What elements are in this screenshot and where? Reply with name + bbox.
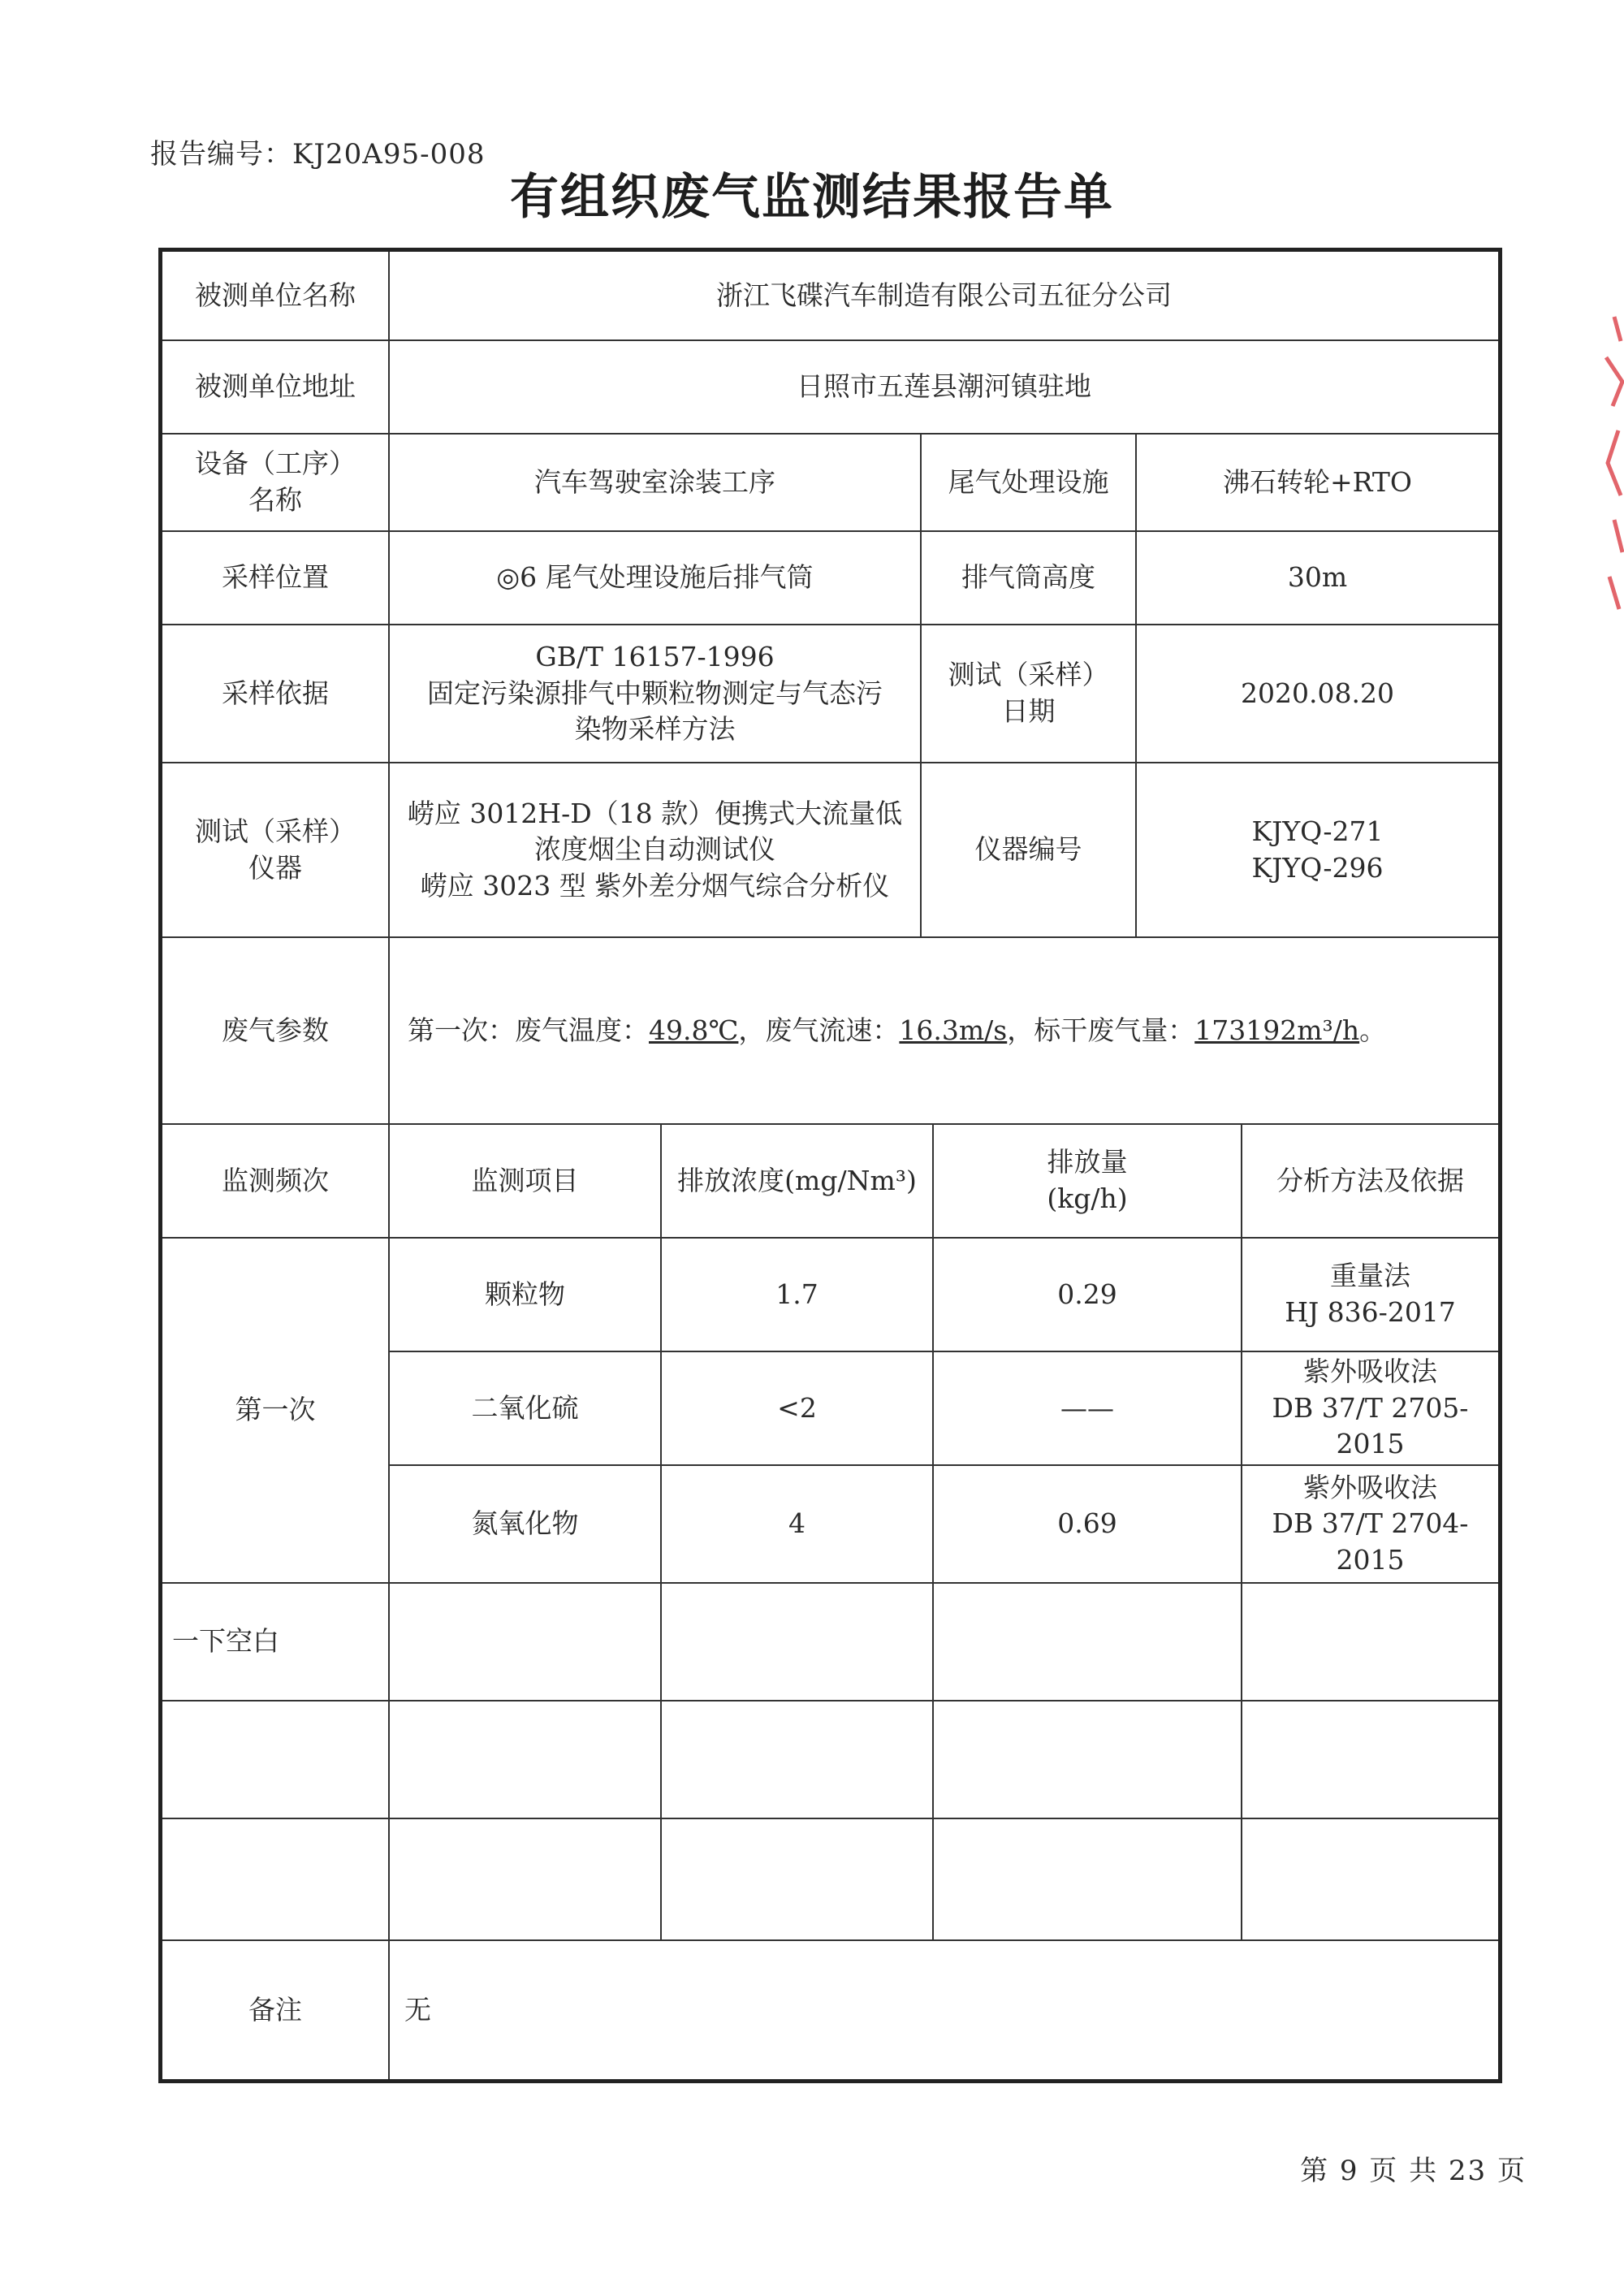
blank-cell (390, 1701, 662, 1819)
report-title: 有组织废气监测结果报告单 (510, 169, 1114, 226)
blank-cell (662, 1701, 934, 1819)
position-value: ◎6 尾气处理设施后排气筒 (390, 532, 922, 625)
blank-cell (390, 1584, 662, 1701)
instrument-no-value: KJYQ-271 KJYQ-296 (1137, 763, 1498, 938)
remarks-value: 无 (404, 1993, 431, 2026)
equipment-value: 汽车驾驶室涂装工序 (390, 435, 922, 532)
basis-label: 采样依据 (162, 625, 390, 763)
result-item-so2: 二氧化硫 (390, 1352, 662, 1466)
result-method-so2: 紫外吸收法 DB 37/T 2705-2015 (1242, 1352, 1498, 1466)
blank-cell (934, 1819, 1242, 1941)
treatment-value: 沸石转轮+RTO (1137, 435, 1498, 532)
stack-height-label: 排气筒高度 (922, 532, 1137, 625)
blank-cell (662, 1819, 934, 1941)
params-prefix: 第一次：废气温度： (408, 1014, 649, 1046)
equipment-label: 设备（工序） 名称 (162, 435, 390, 532)
unit-name-value: 浙江飞碟汽车制造有限公司五征分公司 (390, 252, 1498, 341)
date-label: 测试（采样） 日期 (922, 625, 1137, 763)
result-conc-particulate: 1.7 (662, 1239, 934, 1352)
params-volume: 173192m³/h (1194, 1014, 1360, 1046)
params-sep1: ，废气流速： (738, 1014, 900, 1046)
blank-cell (1242, 1819, 1498, 1941)
unit-address-value: 日照市五莲县潮河镇驻地 (390, 341, 1498, 435)
round-label: 第一次 (162, 1239, 390, 1584)
blank-cell (390, 1819, 662, 1941)
instrument-no-label: 仪器编号 (922, 763, 1137, 938)
header-method: 分析方法及依据 (1242, 1125, 1498, 1239)
result-rate-nox: 0.69 (934, 1466, 1242, 1584)
blank-cell (662, 1584, 934, 1701)
stack-height-value: 30m (1137, 532, 1498, 625)
params-end: 。 (1359, 1014, 1387, 1046)
result-rate-so2: —— (934, 1352, 1242, 1466)
params-sep2: ，标干废气量： (1007, 1014, 1195, 1046)
params-speed: 16.3m/s (899, 1014, 1008, 1046)
unit-address-label: 被测单位地址 (162, 341, 390, 435)
position-label: 采样位置 (162, 532, 390, 625)
header-frequency: 监测频次 (162, 1125, 390, 1239)
result-conc-nox: 4 (662, 1466, 934, 1584)
blank-cell (934, 1701, 1242, 1819)
unit-name-label: 被测单位名称 (162, 252, 390, 341)
blank-cell (162, 1819, 390, 1941)
page-number: 第 9 页 共 23 页 (1300, 2155, 1527, 2187)
basis-value: GB/T 16157-1996 固定污染源排气中颗粒物测定与气态污 染物采样方法 (390, 625, 922, 763)
blank-cell (162, 1701, 390, 1819)
remarks-label: 备注 (162, 1941, 390, 2079)
blank-cell (934, 1584, 1242, 1701)
params-value (390, 938, 1498, 1125)
blank-cell (1242, 1701, 1498, 1819)
result-method-nox: 紫外吸收法 DB 37/T 2704-2015 (1242, 1466, 1498, 1584)
header-concentration: 排放浓度(mg/Nm³) (662, 1125, 934, 1239)
instrument-label: 测试（采样） 仪器 (162, 763, 390, 938)
result-item-nox: 氮氧化物 (390, 1466, 662, 1584)
date-value: 2020.08.20 (1137, 625, 1498, 763)
result-rate-particulate: 0.29 (934, 1239, 1242, 1352)
instrument-value: 崂应 3012H-D（18 款）便携式大流量低 浓度烟尘自动测试仪 崂应 3023 型 紫外差分烟气综合分析仪 (390, 763, 922, 938)
params-label: 废气参数 (162, 938, 390, 1125)
blank-label: 一下空白 (162, 1584, 390, 1701)
params-temp: 49.8℃ (649, 1014, 739, 1046)
result-method-particulate: 重量法 HJ 836-2017 (1242, 1239, 1498, 1352)
treatment-label: 尾气处理设施 (922, 435, 1137, 532)
header-emission-rate: 排放量 (kg/h) (934, 1125, 1242, 1239)
result-conc-so2: <2 (662, 1352, 934, 1466)
red-stamp-fragment (1598, 309, 1624, 633)
result-item-particulate: 颗粒物 (390, 1239, 662, 1352)
report-number: 报告编号：KJ20A95-008 (150, 138, 486, 171)
blank-cell (1242, 1584, 1498, 1701)
report-table (158, 248, 1502, 2083)
header-item: 监测项目 (390, 1125, 662, 1239)
